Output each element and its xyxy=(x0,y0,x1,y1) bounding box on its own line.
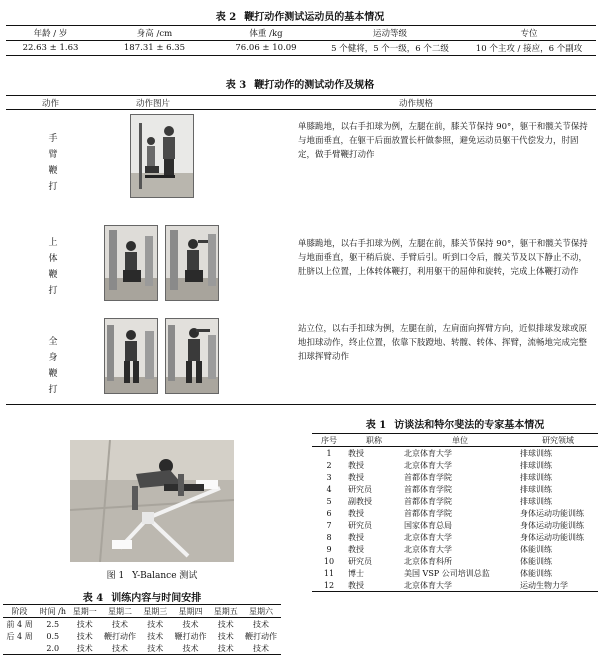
table1-cell: 首都体育学院 xyxy=(404,484,452,494)
table4-body xyxy=(3,618,281,655)
table4-header-cell: 星期二 xyxy=(107,606,132,616)
table1-cell: 美国 VSP 公司培训总监 xyxy=(404,568,490,578)
table-row xyxy=(312,447,598,460)
table4-caption xyxy=(3,589,281,604)
table2-header-age: 年龄 / 岁 xyxy=(33,29,68,39)
table-row xyxy=(312,543,598,555)
table3-row2-label: 上体鞭打 xyxy=(48,238,58,296)
table2-header-weight: 体重 /kg xyxy=(249,29,283,39)
table1-cell: 7 xyxy=(326,520,332,530)
upper-body-whip-photo-1-art xyxy=(105,226,157,300)
table4-cell: 0.5 xyxy=(46,631,60,641)
table4-header-cell: 星期四 xyxy=(178,606,203,616)
arm-whip-photo xyxy=(130,114,194,198)
table4-header-cell: 时间 /h xyxy=(39,606,66,616)
table3-row3-label: 全身鞭打 xyxy=(48,337,58,395)
table1-cell: 首都体育学院 xyxy=(404,496,452,506)
table1-cell: 北京体育科所 xyxy=(404,556,452,566)
table1-cell: 副教授 xyxy=(348,496,372,506)
table2-header-level: 运动等级 xyxy=(372,29,407,39)
table1-cell: 教授 xyxy=(348,508,364,518)
table1-cell: 排球训练 xyxy=(520,460,552,470)
full-body-whip-photo-2 xyxy=(165,318,219,394)
table4-cell: 技术 xyxy=(182,619,199,629)
table1-cell: 研究员 xyxy=(348,556,372,566)
table1-cell: 首都体育学院 xyxy=(404,472,452,482)
table4-cell: 技术 xyxy=(217,643,234,653)
table1-header-field: 研究领域 xyxy=(542,435,574,445)
table4-cell: 技术 xyxy=(217,631,234,641)
table4-cell: 技术 xyxy=(147,619,164,629)
table1-cell: 排球训练 xyxy=(520,484,552,494)
table1-caption-number: 表 1 xyxy=(365,420,387,431)
table4-cell: 2.0 xyxy=(46,643,60,653)
table1-cell: 运动生物力学 xyxy=(520,580,568,590)
table3-bottom-rule xyxy=(6,404,596,405)
table-row xyxy=(312,579,598,592)
table3-row2-spec: 单膝跪地，以右手扣球为例，左腿在前，膝关节保持 90°，躯干和髋关节保持与地面垂直，躯干稍后旋、手臂后引。听到口令后，髋关节及以下静止不动，肚脐以上位置，上体转体鞭打，利用躯干的屈伸和旋转，完成上体鞭打动作 xyxy=(298,239,588,277)
table1-cell: 2 xyxy=(326,460,332,470)
table1-caption-title: 访谈法和特尔斐法的专家基本情况 xyxy=(394,420,545,431)
table3-caption-title: 鞭打动作的测试动作及规格 xyxy=(254,80,375,91)
table2-caption-number: 表 2 xyxy=(215,12,237,23)
table1-cell: 教授 xyxy=(348,544,364,554)
table4-cell: 技术 xyxy=(182,643,199,653)
table-row xyxy=(312,555,598,567)
table1-header-title: 职称 xyxy=(366,435,382,445)
table-row xyxy=(312,567,598,579)
table-row xyxy=(6,41,596,56)
table4-cell: 技术 xyxy=(217,619,234,629)
table1-cell: 排球训练 xyxy=(520,496,552,506)
figure1-caption-number: 图 1 xyxy=(106,571,125,581)
full-body-whip-photo-2-art xyxy=(166,319,218,393)
table2-caption xyxy=(0,8,600,23)
table4-cell: 技术 xyxy=(147,643,164,653)
table1-cell: 身体运动功能训练 xyxy=(520,520,584,530)
y-balance-photo xyxy=(70,440,234,562)
table4-cell: 技术 xyxy=(76,619,93,629)
table1-cell: 身体运动功能训练 xyxy=(520,508,584,518)
table2-cell: 5 个健将，5 个一级，6 个二级 xyxy=(331,44,449,54)
table1-cell: 排球训练 xyxy=(520,472,552,482)
table3-caption-number: 表 3 xyxy=(225,80,247,91)
table1-cell: 6 xyxy=(326,508,332,518)
table3-header-spec: 动作规格 xyxy=(399,99,434,109)
table2-caption-title: 鞭打动作测试运动员的基本情况 xyxy=(244,12,385,23)
table1-cell: 5 xyxy=(326,496,332,506)
table2-cell: 10 个主攻 / 接应，6 个副攻 xyxy=(475,44,583,54)
table4-cell: 技术 xyxy=(147,631,164,641)
table1-cell: 教授 xyxy=(348,460,364,470)
table1-cell: 国家体育总局 xyxy=(404,520,452,530)
table4-cell: 技术 xyxy=(76,631,93,641)
table1 xyxy=(312,433,598,592)
table-row xyxy=(312,495,598,507)
table4-header-cell: 阶段 xyxy=(11,606,28,616)
table3-header-row xyxy=(6,95,596,110)
table4-cell: 技术 xyxy=(76,643,93,653)
table4-cell: 技术 xyxy=(111,619,128,629)
arm-whip-photo-art xyxy=(131,115,193,197)
table1-cell: 首都体育学院 xyxy=(404,508,452,518)
table4-cell: 前 4 周 xyxy=(6,619,33,629)
table1-cell: 排球训练 xyxy=(520,448,552,458)
table1-cell: 北京体育大学 xyxy=(404,448,452,458)
upper-body-whip-photo-2 xyxy=(165,225,219,301)
table-row xyxy=(3,630,281,642)
table-row xyxy=(3,618,281,631)
full-body-whip-photo-1 xyxy=(104,318,158,394)
table1-cell: 博士 xyxy=(348,568,364,578)
table-row xyxy=(312,459,598,471)
table4-caption-title: 训练内容与时间安排 xyxy=(111,593,202,604)
table-row xyxy=(312,471,598,483)
table1-cell: 10 xyxy=(323,556,335,566)
table4-header-row xyxy=(3,605,281,618)
table4-cell: 鞭打动作 xyxy=(103,631,136,641)
table1-header-index: 序号 xyxy=(321,435,337,445)
table4-header-cell: 星期五 xyxy=(213,606,238,616)
table1-cell: 1 xyxy=(326,448,332,458)
table1-cell: 研究员 xyxy=(348,484,372,494)
table4 xyxy=(3,604,281,655)
table1-cell: 北京体育大学 xyxy=(404,460,452,470)
table2-cell: 187.31 ± 6.35 xyxy=(123,43,186,53)
table2-header-position: 专位 xyxy=(520,29,538,39)
table4-cell: 技术 xyxy=(252,619,269,629)
table3-row1-spec: 单膝跪地，以右手扣球为例，左腿在前，膝关节保持 90°，躯干和髋关节保持与地面垂直，在躯干后面放置长杆做参照，避免运动员躯干代偿发力，肘固定，做手臂鞭打动作 xyxy=(298,122,588,160)
table2-cell: 22.63 ± 1.63 xyxy=(22,43,79,53)
table2-cell: 76.06 ± 10.09 xyxy=(235,43,297,53)
table1-header-unit: 单位 xyxy=(452,435,468,445)
table-row xyxy=(312,483,598,495)
y-balance-photo-art xyxy=(70,440,234,562)
table2-header-height: 身高 /cm xyxy=(136,29,173,39)
upper-body-whip-photo-2-art xyxy=(166,226,218,300)
table-row xyxy=(3,642,281,655)
table4-cell: 后 4 周 xyxy=(6,631,33,641)
full-body-whip-photo-1-art xyxy=(105,319,157,393)
figure1-caption-title: Y-Balance 测试 xyxy=(132,571,198,581)
table-row xyxy=(312,507,598,519)
table1-cell: 教授 xyxy=(348,472,364,482)
table4-header-cell: 星期一 xyxy=(72,606,97,616)
table1-body xyxy=(312,447,598,592)
table1-cell: 8 xyxy=(326,532,332,542)
table3-row1-label: 手臂鞭打 xyxy=(48,134,58,192)
table4-cell: 鞭打动作 xyxy=(244,631,277,641)
table1-cell: 9 xyxy=(326,544,332,554)
table1-cell: 12 xyxy=(323,580,335,590)
table1-header-row xyxy=(312,434,598,447)
table4-cell: 技术 xyxy=(111,643,128,653)
table4-cell xyxy=(3,642,36,655)
table4-header-cell: 星期六 xyxy=(248,606,273,616)
table1-cell: 体能训练 xyxy=(520,568,552,578)
table1-caption xyxy=(312,416,598,431)
table1-cell: 教授 xyxy=(348,448,364,458)
upper-body-whip-photo-1 xyxy=(104,225,158,301)
table-row xyxy=(312,531,598,543)
table1-cell: 身体运动功能训练 xyxy=(520,532,584,542)
table1-cell: 3 xyxy=(326,472,332,482)
table4-header-cell: 星期三 xyxy=(143,606,168,616)
table2 xyxy=(6,25,596,56)
table3-header-image: 动作图片 xyxy=(136,99,171,109)
table1-cell: 研究员 xyxy=(348,520,372,530)
table1-cell: 体能训练 xyxy=(520,544,552,554)
table1-cell: 北京体育大学 xyxy=(404,580,452,590)
table4-cell: 技术 xyxy=(252,643,269,653)
table4-cell: 鞭打动作 xyxy=(174,631,207,641)
table1-cell: 教授 xyxy=(348,532,364,542)
table1-cell: 11 xyxy=(323,568,335,578)
table4-caption-number: 表 4 xyxy=(82,593,104,604)
table3-caption xyxy=(0,76,600,91)
figure1-caption xyxy=(70,568,234,581)
table1-cell: 教授 xyxy=(348,580,364,590)
table3-row3-spec: 站立位，以右手扣球为例，左腿在前，左肩面向挥臂方向，近似排球发球或原地扣球动作，终止位置，依靠下肢蹬地、转髋、转体、挥臂，流畅地完成完整扣球挥臂动作 xyxy=(298,324,588,362)
table1-cell: 北京体育大学 xyxy=(404,532,452,542)
table-row xyxy=(312,519,598,531)
table4-cell: 2.5 xyxy=(46,619,60,629)
table1-cell: 体能训练 xyxy=(520,556,552,566)
table1-cell: 4 xyxy=(326,484,332,494)
table1-cell: 北京体育大学 xyxy=(404,544,452,554)
table3-header-action: 动作 xyxy=(42,99,60,109)
table2-header-row xyxy=(6,26,596,41)
